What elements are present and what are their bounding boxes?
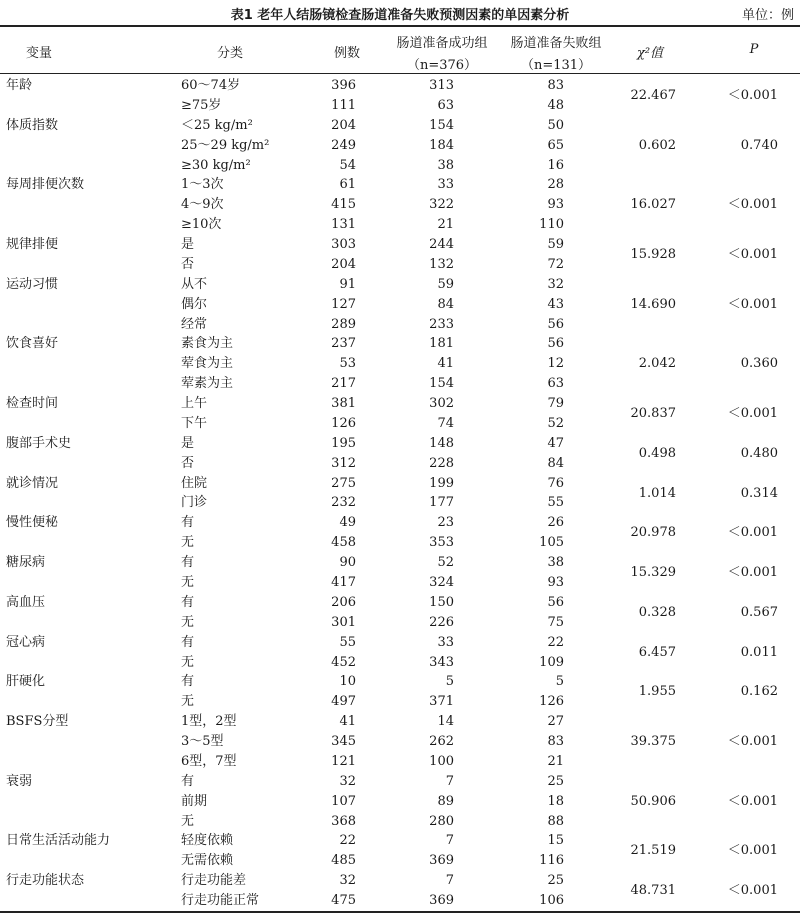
- count-cell: 458: [331, 535, 356, 551]
- variable-name: 冠心病: [6, 634, 46, 650]
- count-cell: 475: [331, 893, 356, 909]
- chi-square-cell: 15.928: [630, 246, 676, 262]
- p-value-cell: 0.314: [740, 485, 778, 501]
- count-cell: 381: [331, 396, 356, 412]
- header-count: 例数: [333, 46, 360, 61]
- success-count-cell: 184: [429, 137, 454, 153]
- category-cell: 6型，7型: [181, 753, 237, 769]
- fail-count-cell: 50: [547, 117, 564, 133]
- fail-count-cell: 56: [547, 336, 564, 352]
- success-count-cell: 7: [445, 833, 454, 849]
- category-cell: 荤食为主: [181, 356, 234, 372]
- success-count-cell: 199: [429, 475, 454, 491]
- success-count-cell: 84: [437, 296, 454, 312]
- chi-square-cell: 20.978: [630, 525, 676, 541]
- fail-count-cell: 93: [547, 575, 564, 590]
- count-cell: 54: [339, 157, 356, 173]
- category-cell: 1型，2型: [181, 714, 237, 730]
- fail-count-cell: 28: [547, 177, 564, 193]
- p-value-cell: 0.480: [740, 445, 778, 461]
- fail-count-cell: 5: [555, 674, 564, 690]
- fail-count-cell: 52: [547, 415, 564, 431]
- header-success-group: 肠道准备成功组: [396, 36, 488, 51]
- header-success-n: （n=376）: [406, 58, 478, 73]
- count-cell: 396: [331, 78, 356, 93]
- fail-count-cell: 21: [547, 753, 564, 769]
- header-fail-group: 肠道准备失败组: [510, 36, 602, 51]
- success-count-cell: 228: [429, 455, 454, 471]
- success-count-cell: 150: [429, 594, 454, 610]
- category-cell: 经常: [181, 316, 208, 332]
- chi-square-cell: 15.329: [630, 565, 676, 581]
- count-cell: 249: [331, 137, 356, 153]
- header-category: 分类: [216, 46, 243, 61]
- success-count-cell: 154: [429, 117, 454, 133]
- fail-count-cell: 48: [547, 97, 564, 113]
- category-cell: 下午: [181, 415, 208, 431]
- category-cell: 偶尔: [181, 296, 208, 312]
- fail-count-cell: 43: [547, 296, 564, 312]
- fail-count-cell: 83: [547, 78, 564, 93]
- fail-count-cell: 88: [547, 813, 564, 829]
- success-count-cell: 177: [429, 495, 454, 511]
- success-count-cell: 371: [429, 694, 454, 710]
- fail-count-cell: 76: [547, 475, 564, 491]
- chi-square-cell: 48.731: [630, 883, 676, 899]
- chi-square-cell: 2.042: [638, 356, 676, 372]
- p-value-cell: ＜0.001: [727, 197, 778, 213]
- p-value-cell: ＜0.001: [727, 525, 778, 541]
- p-value-cell: 0.360: [740, 356, 778, 372]
- success-count-cell: 226: [429, 614, 454, 630]
- count-cell: 204: [331, 256, 356, 272]
- count-cell: 485: [331, 853, 356, 869]
- p-value-cell: 0.740: [740, 137, 778, 153]
- fail-count-cell: 84: [547, 455, 564, 471]
- count-cell: 53: [339, 356, 356, 372]
- category-cell: 无: [181, 694, 195, 710]
- chi-square-cell: 39.375: [630, 734, 676, 750]
- category-cell: 行走功能正常: [181, 893, 260, 909]
- category-cell: 3～5型: [181, 734, 224, 750]
- count-cell: 107: [331, 793, 356, 809]
- fail-count-cell: 56: [547, 316, 564, 332]
- header-p: P: [749, 42, 759, 57]
- category-cell: ≥10次: [181, 217, 222, 233]
- count-cell: 452: [331, 654, 356, 670]
- success-count-cell: 63: [437, 97, 454, 113]
- category-cell: 无: [181, 654, 195, 670]
- fail-count-cell: 75: [547, 614, 564, 630]
- category-cell: 行走功能差: [181, 873, 247, 889]
- fail-count-cell: 72: [547, 256, 564, 272]
- variable-name: 检查时间: [6, 396, 59, 412]
- fail-count-cell: 22: [547, 634, 564, 650]
- fail-count-cell: 55: [547, 495, 564, 511]
- success-count-cell: 148: [429, 435, 454, 451]
- chi-square-cell: 22.467: [630, 87, 676, 103]
- success-count-cell: 302: [429, 396, 454, 412]
- fail-count-cell: 25: [547, 773, 564, 789]
- chi-square-cell: 21.519: [630, 843, 676, 859]
- count-cell: 32: [339, 773, 356, 789]
- success-count-cell: 280: [429, 813, 454, 829]
- category-cell: 有: [181, 634, 195, 650]
- fail-count-cell: 106: [539, 893, 564, 909]
- fail-count-cell: 16: [547, 157, 564, 173]
- count-cell: 131: [331, 217, 356, 233]
- chi-square-cell: 16.027: [630, 197, 676, 213]
- success-count-cell: 74: [437, 415, 454, 431]
- category-cell: 有: [181, 555, 195, 571]
- count-cell: 275: [331, 475, 356, 491]
- fail-count-cell: 116: [539, 853, 564, 869]
- fail-count-cell: 59: [547, 237, 564, 253]
- success-count-cell: 89: [437, 793, 454, 809]
- fail-count-cell: 109: [539, 654, 564, 670]
- p-value-cell: ＜0.001: [727, 296, 778, 312]
- chi-square-cell: 1.014: [638, 485, 676, 501]
- fail-count-cell: 27: [547, 714, 564, 730]
- success-count-cell: 244: [429, 237, 454, 253]
- unit-label: 单位：例: [741, 8, 794, 23]
- success-count-cell: 7: [445, 873, 454, 889]
- p-value-cell: ＜0.001: [727, 565, 778, 581]
- chi-square-cell: 14.690: [630, 296, 676, 312]
- count-cell: 303: [331, 237, 356, 253]
- variable-name: 规律排便: [6, 237, 59, 253]
- header-variable: 变量: [26, 46, 53, 61]
- fail-count-cell: 56: [547, 594, 564, 610]
- count-cell: 497: [331, 694, 356, 710]
- fail-count-cell: 79: [547, 396, 564, 412]
- variable-name: 运动习惯: [6, 276, 59, 292]
- category-cell: 无: [181, 535, 195, 551]
- p-value-cell: ＜0.001: [727, 406, 778, 422]
- header-fail-n: （n=131）: [520, 58, 592, 73]
- success-count-cell: 7: [445, 773, 454, 789]
- count-cell: 195: [331, 435, 356, 451]
- success-count-cell: 5: [445, 674, 454, 690]
- success-count-cell: 41: [437, 356, 454, 372]
- success-count-cell: 52: [437, 555, 454, 571]
- success-count-cell: 262: [429, 734, 454, 750]
- p-value-cell: ＜0.001: [727, 843, 778, 859]
- success-count-cell: 33: [437, 177, 454, 193]
- variable-name: 体质指数: [6, 117, 59, 133]
- category-cell: 有: [181, 674, 195, 690]
- success-count-cell: 33: [437, 634, 454, 650]
- chi-square-cell: 0.328: [638, 604, 676, 620]
- count-cell: 312: [331, 455, 356, 471]
- count-cell: 417: [331, 575, 356, 590]
- fail-count-cell: 15: [547, 833, 564, 849]
- count-cell: 126: [331, 415, 356, 431]
- category-cell: ≥30 kg/m²: [181, 157, 251, 173]
- category-cell: 有: [181, 594, 195, 610]
- success-count-cell: 369: [429, 853, 454, 869]
- p-value-cell: ＜0.001: [727, 793, 778, 809]
- fail-count-cell: 26: [547, 515, 564, 531]
- category-cell: 素食为主: [181, 336, 234, 352]
- table-caption: 表1 老年人结肠镜检查肠道准备失败预测因素的单因素分析: [230, 8, 570, 23]
- success-count-cell: 369: [429, 893, 454, 909]
- bottom-rule: [0, 911, 800, 913]
- fail-count-cell: 12: [547, 356, 564, 372]
- count-cell: 289: [331, 316, 356, 332]
- variable-name: 衰弱: [6, 773, 33, 789]
- variable-name: 每周排便次数: [6, 177, 85, 193]
- fail-count-cell: 105: [539, 535, 564, 551]
- category-cell: 门诊: [181, 495, 208, 511]
- success-count-cell: 23: [437, 515, 454, 531]
- variable-name: 肝硬化: [6, 674, 46, 690]
- fail-count-cell: 93: [547, 197, 564, 213]
- category-cell: 有: [181, 515, 195, 531]
- success-count-cell: 100: [429, 753, 454, 769]
- success-count-cell: 324: [429, 575, 454, 590]
- variable-name: 腹部手术史: [6, 435, 72, 451]
- count-cell: 217: [331, 376, 356, 392]
- count-cell: 345: [331, 734, 356, 750]
- p-value-cell: ＜0.001: [727, 883, 778, 899]
- fail-count-cell: 65: [547, 137, 564, 153]
- success-count-cell: 322: [429, 197, 454, 213]
- count-cell: 237: [331, 336, 356, 352]
- chi-square-cell: 50.906: [630, 793, 676, 809]
- category-cell: 4～9次: [181, 197, 224, 213]
- category-cell: 1～3次: [181, 177, 224, 193]
- top-rule: [0, 25, 800, 27]
- category-cell: 否: [181, 455, 195, 471]
- variable-name: 饮食喜好: [6, 336, 59, 352]
- fail-count-cell: 47: [547, 435, 564, 451]
- fail-count-cell: 110: [539, 217, 564, 233]
- fail-count-cell: 25: [547, 873, 564, 889]
- success-count-cell: 313: [429, 78, 454, 93]
- variable-name: 糖尿病: [6, 555, 46, 571]
- success-count-cell: 21: [437, 217, 454, 233]
- fail-count-cell: 18: [547, 793, 564, 809]
- chi-square-cell: 6.457: [638, 644, 676, 660]
- chi-square-cell: 0.498: [638, 445, 676, 461]
- category-cell: 否: [181, 256, 195, 272]
- header-rule: [0, 73, 800, 74]
- header-chi-square: χ²值: [636, 46, 664, 61]
- p-value-cell: 0.567: [740, 604, 778, 620]
- category-cell: 荤素为主: [181, 376, 234, 392]
- category-cell: 是: [181, 237, 195, 253]
- chi-square-cell: 0.602: [638, 137, 676, 153]
- success-count-cell: 233: [429, 316, 454, 332]
- count-cell: 55: [339, 634, 356, 650]
- fail-count-cell: 63: [547, 376, 564, 392]
- success-count-cell: 154: [429, 376, 454, 392]
- success-count-cell: 14: [437, 714, 454, 730]
- category-cell: 无需依赖: [181, 853, 234, 869]
- success-count-cell: 181: [429, 336, 454, 352]
- fail-count-cell: 32: [547, 276, 564, 292]
- category-cell: 有: [181, 773, 195, 789]
- category-cell: 无: [181, 614, 195, 630]
- count-cell: 91: [339, 276, 356, 292]
- category-cell: 上午: [181, 396, 208, 412]
- category-cell: 轻度依赖: [181, 833, 234, 849]
- category-cell: ≥75岁: [181, 97, 222, 113]
- count-cell: 232: [331, 495, 356, 511]
- fail-count-cell: 126: [539, 694, 564, 710]
- count-cell: 22: [339, 833, 356, 849]
- variable-name: 慢性便秘: [6, 515, 59, 531]
- count-cell: 415: [331, 197, 356, 213]
- count-cell: 121: [331, 753, 356, 769]
- success-count-cell: 38: [437, 157, 454, 173]
- count-cell: 90: [339, 555, 356, 571]
- category-cell: 住院: [181, 475, 208, 491]
- variable-name: 行走功能状态: [6, 873, 85, 889]
- chi-square-cell: 1.955: [638, 684, 676, 700]
- category-cell: 无: [181, 575, 195, 590]
- success-count-cell: 132: [429, 256, 454, 272]
- variable-name: 日常生活活动能力: [6, 833, 111, 849]
- count-cell: 368: [331, 813, 356, 829]
- category-cell: 是: [181, 435, 195, 451]
- variable-name: 就诊情况: [6, 475, 59, 491]
- success-count-cell: 343: [429, 654, 454, 670]
- p-value-cell: ＜0.001: [727, 734, 778, 750]
- count-cell: 111: [331, 97, 356, 113]
- success-count-cell: 59: [437, 276, 454, 292]
- count-cell: 32: [339, 873, 356, 889]
- category-cell: ＜25 kg/m²: [181, 117, 253, 133]
- category-cell: 从不: [181, 276, 208, 292]
- category-cell: 无: [181, 813, 195, 829]
- fail-count-cell: 38: [547, 555, 564, 571]
- success-count-cell: 353: [429, 535, 454, 551]
- count-cell: 41: [339, 714, 356, 730]
- p-value-cell: ＜0.001: [727, 246, 778, 262]
- p-value-cell: 0.011: [740, 644, 778, 660]
- count-cell: 204: [331, 117, 356, 133]
- category-cell: 25～29 kg/m²: [181, 137, 270, 153]
- category-cell: 前期: [181, 793, 208, 809]
- p-value-cell: 0.162: [740, 684, 778, 700]
- count-cell: 10: [339, 674, 356, 690]
- count-cell: 49: [339, 515, 356, 531]
- variable-name: 高血压: [6, 594, 46, 610]
- variable-name: BSFS分型: [6, 714, 69, 730]
- count-cell: 206: [331, 594, 356, 610]
- variable-name: 年龄: [6, 78, 33, 93]
- p-value-cell: ＜0.001: [727, 87, 778, 103]
- count-cell: 127: [331, 296, 356, 312]
- chi-square-cell: 20.837: [630, 406, 676, 422]
- count-cell: 61: [339, 177, 356, 193]
- count-cell: 301: [331, 614, 356, 630]
- fail-count-cell: 83: [547, 734, 564, 750]
- category-cell: 60～74岁: [181, 78, 241, 93]
